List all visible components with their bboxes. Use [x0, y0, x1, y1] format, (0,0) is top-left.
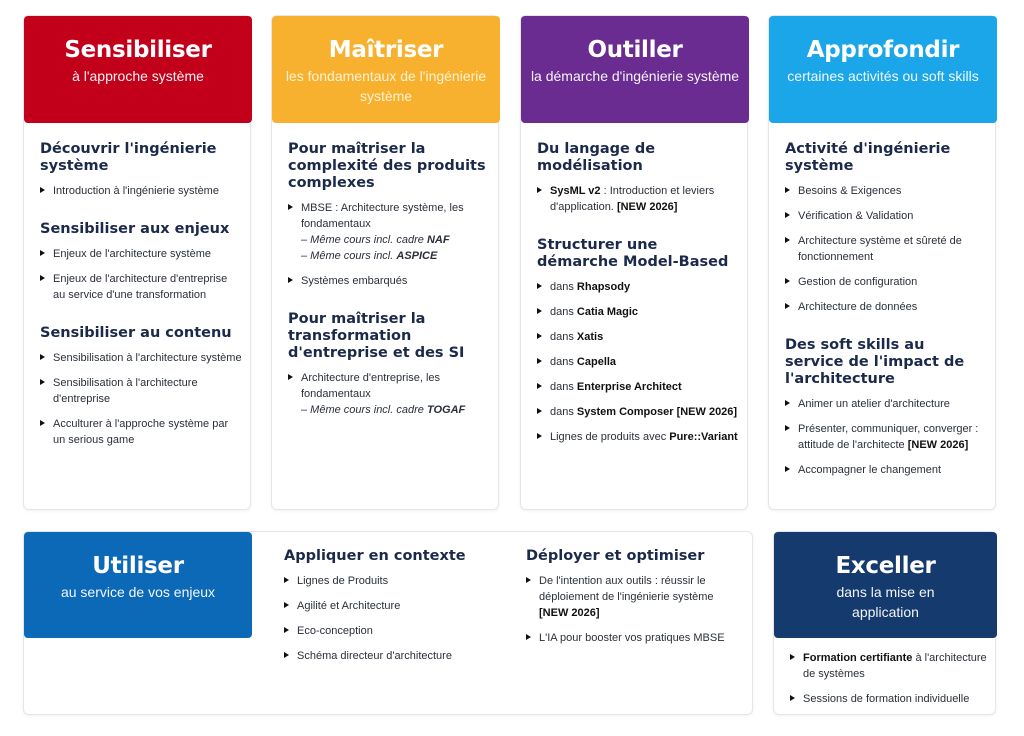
item-label: dans — [550, 281, 577, 293]
item-label: Introduction à l'ingénierie système — [53, 185, 219, 197]
item-label: Schéma directeur d'architecture — [297, 650, 452, 662]
item-label: dans — [550, 356, 577, 368]
list-item[interactable] — [40, 271, 242, 303]
subtitle: à l'approche système — [72, 68, 204, 84]
item-label: Architecture de données — [798, 301, 918, 313]
section-heading: Sensibiliser au contenu — [40, 325, 232, 341]
item-bold: Rhapsody — [576, 281, 631, 293]
item-label: dans — [550, 406, 577, 418]
sub-label: – Même cours incl. cadre — [301, 404, 427, 416]
list-item[interactable] — [537, 354, 739, 370]
sub-item[interactable] — [301, 248, 490, 264]
header-outiller[interactable] — [521, 16, 749, 123]
item-bold: Catia Magic — [576, 306, 639, 318]
sub-bold: TOGAF — [426, 404, 466, 416]
section-heading: Pour maîtriser la complexité des produits complexes — [288, 141, 486, 191]
item-label: MBSE : Architecture système, les fondamentaux — [301, 202, 464, 230]
list-item[interactable] — [40, 183, 242, 199]
new-badge: [NEW 2026] — [539, 607, 600, 619]
list-item[interactable] — [785, 274, 987, 290]
title: Maîtriser — [328, 37, 444, 63]
item-bold: Pure::Variant — [669, 431, 738, 443]
list-item[interactable] — [537, 183, 739, 215]
item-label: Agilité et Architecture — [297, 600, 401, 612]
header-approfondir[interactable] — [769, 16, 997, 123]
section-heading: Pour maîtriser la transformation d'entreprise et des SI — [288, 311, 465, 361]
section-heading: Du langage de modélisation — [537, 141, 656, 174]
sub-bold: ASPICE — [396, 250, 438, 262]
item-label: : Introduction et leviers d'application. — [550, 185, 715, 213]
subtitle: dans la mise en application — [836, 584, 935, 620]
list-item[interactable] — [288, 200, 490, 264]
list-item[interactable] — [785, 396, 987, 412]
list-item[interactable] — [537, 304, 739, 320]
card-utiliser — [23, 531, 753, 715]
title: Outiller — [587, 37, 683, 63]
card-approfondir — [768, 15, 996, 510]
list-item[interactable] — [537, 279, 739, 295]
item-label: L'IA pour booster vos pratiques MBSE — [539, 632, 725, 644]
item-label: Eco-conception — [297, 625, 373, 637]
list-item[interactable] — [40, 416, 242, 448]
new-badge: [NEW 2026] — [616, 201, 678, 213]
title: Approfondir — [806, 37, 960, 63]
item-label: Lignes de Produits — [297, 575, 389, 587]
subtitle: la démarche d'ingénierie système — [530, 68, 740, 84]
item-label: Enjeux de l'architecture d'entreprise au service d'une transformation — [53, 273, 228, 301]
item-label: Accompagner le changement — [798, 464, 942, 476]
section-heading: Sensibiliser aux enjeux — [40, 221, 230, 237]
new-badge: [NEW 2026] — [907, 439, 969, 451]
list-item[interactable] — [284, 623, 504, 639]
section-heading: Activité d'ingénierie système — [785, 141, 951, 174]
sub-label: – Même cours incl. — [301, 250, 397, 262]
list-item[interactable] — [288, 370, 490, 418]
item-label: Sensibilisation à l'architecture d'entreprise — [53, 377, 198, 405]
subtitle: certaines activités ou soft skills — [787, 68, 979, 84]
subtitle: au service de vos enjeux — [60, 584, 216, 600]
list-item[interactable] — [526, 630, 736, 646]
list-item[interactable] — [288, 273, 490, 289]
sub-item[interactable] — [301, 232, 490, 248]
item-label: Sessions de formation individuelle — [803, 693, 970, 705]
section-heading: Structurer une démarche Model-Based — [537, 237, 729, 270]
item-bold: Capella — [576, 356, 617, 368]
list-item[interactable] — [790, 650, 987, 682]
item-label: Architecture système et sûreté de fonctionnement — [798, 235, 962, 263]
list-item[interactable] — [785, 208, 987, 224]
item-label: Systèmes embarqués — [301, 275, 408, 287]
item-label: Animer un atelier d'architecture — [798, 398, 950, 410]
item-bold: Formation certifiante — [803, 652, 913, 664]
list-item[interactable] — [537, 379, 739, 395]
section-heading: Appliquer en contexte — [284, 548, 466, 564]
item-bold: SysML v2 — [550, 185, 601, 197]
sub-label: – Même cours incl. cadre — [301, 234, 427, 246]
item-label: Présenter, communiquer, converger : attitude de l'architecte — [798, 423, 979, 451]
item-label: Enjeux de l'architecture système — [53, 248, 212, 260]
title: Exceller — [835, 553, 936, 579]
header-sensibiliser[interactable] — [24, 16, 252, 123]
item-label: dans — [550, 306, 577, 318]
list-item[interactable] — [785, 421, 987, 453]
list-item[interactable] — [537, 429, 739, 445]
subtitle: les fondamentaux de l'ingénierie système — [285, 68, 487, 104]
list-item[interactable] — [785, 299, 987, 315]
item-label: De l'intention aux outils : réussir le déploiement de l'ingénierie système — [539, 575, 714, 603]
list-item[interactable] — [284, 598, 504, 614]
list-item[interactable] — [537, 329, 739, 345]
item-label: Sensibilisation à l'architecture système — [53, 352, 242, 364]
item-label: Architecture d'entreprise, les fondamentaux — [301, 372, 441, 400]
item-label: Vérification & Validation — [798, 210, 914, 222]
item-bold: Xatis — [576, 331, 604, 343]
section-heading: Déployer et optimiser — [526, 548, 705, 564]
header-utiliser[interactable] — [24, 532, 252, 638]
list-item[interactable] — [790, 691, 987, 707]
list-item[interactable] — [785, 462, 987, 478]
list-item[interactable] — [284, 573, 504, 589]
section-heading: Découvrir l'ingénierie système — [40, 141, 217, 174]
header-maitriser[interactable] — [272, 16, 500, 123]
list-item[interactable] — [40, 375, 242, 407]
list-item[interactable] — [40, 350, 242, 366]
card-outiller — [520, 15, 748, 510]
item-label: à l'architecture de systèmes — [803, 652, 987, 680]
list-item[interactable] — [785, 233, 987, 265]
item-label: Acculturer à l'approche système par un serious game — [53, 418, 229, 446]
item-label: dans — [550, 381, 577, 393]
section-heading: Des soft skills au service de l'impact de l'architecture — [785, 337, 965, 387]
list-item[interactable] — [284, 648, 504, 664]
item-label: Lignes de produits avec — [550, 431, 670, 443]
item-bold: Enterprise Architect — [576, 381, 682, 393]
card-maitriser — [271, 15, 499, 510]
card-exceller — [773, 531, 996, 715]
sub-bold: NAF — [426, 234, 450, 246]
list-item[interactable] — [537, 404, 739, 420]
title: Utiliser — [92, 553, 184, 579]
sub-item[interactable] — [301, 402, 490, 418]
item-label: Besoins & Exigences — [798, 185, 902, 197]
item-label: dans — [550, 331, 577, 343]
item-bold: System Composer [NEW 2026] — [576, 406, 738, 418]
item-label: Gestion de configuration — [798, 276, 918, 288]
list-item[interactable] — [526, 573, 736, 621]
list-item[interactable] — [40, 246, 242, 262]
card-sensibiliser — [23, 15, 251, 510]
header-exceller[interactable] — [774, 532, 997, 638]
title: Sensibiliser — [64, 37, 212, 63]
list-item[interactable] — [785, 183, 987, 199]
